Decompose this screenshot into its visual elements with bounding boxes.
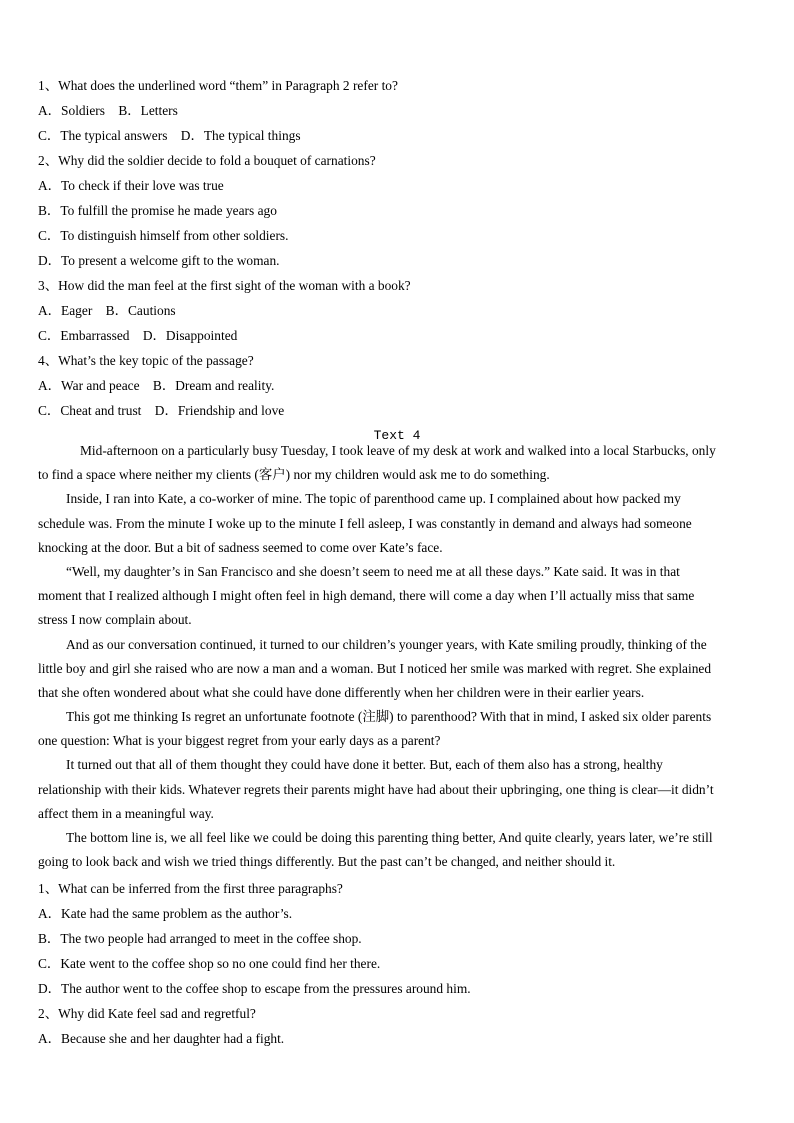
answer-options: C．The typical answers D．The typical things: [38, 127, 301, 143]
paragraph-line: knocking at the door. But a bit of sadness seemed to come over Kate’s face.: [38, 539, 443, 555]
paragraph-line: stress I now complain about.: [38, 612, 192, 628]
paragraph-line: little boy and girl she raised who are now a man and a woman. But I noticed her smile was marked with regret. She explained: [38, 660, 712, 676]
question-stem: 1、What does the underlined word “them” in Paragraph 2 refer to?: [38, 77, 398, 93]
question-stem: 2、Why did Kate feel sad and regretful?: [38, 1005, 256, 1021]
answer-options: C．Embarrassed D．Disappointed: [38, 327, 238, 343]
answer-option: A．Because she and her daughter had a fight.: [38, 1030, 285, 1046]
paragraph-line: Mid-afternoon on a particularly busy Tuesday, I took leave of my desk at work and walked into a local Starbucks, only: [80, 443, 716, 458]
answer-options: A．War and peace B．Dream and reality.: [38, 377, 275, 393]
paragraph-line: This got me thinking Is regret an unfortunate footnote (注脚) to parenthood? With that in mind, I asked six older parents: [66, 709, 712, 725]
question-stem: 4、What’s the key topic of the passage?: [38, 352, 254, 368]
paragraph-line: one question: What is your biggest regret from your early days as a parent?: [38, 733, 441, 749]
questions-text-3: [38, 73, 758, 423]
answer-options: A．To check if their love was true: [38, 177, 224, 193]
paragraph-line: that she often wondered about what she could have done differently when her children were in their earlier years.: [38, 684, 645, 700]
question-stem: 3、How did the man feel at the first sight of the woman with a book?: [38, 277, 411, 293]
answer-options: D．To present a welcome gift to the woman.: [38, 252, 280, 268]
paragraph-line: relationship with their kids. Whatever regrets their parents might have had about their upbringing, one thing is clear—it didn’t: [38, 781, 714, 797]
paragraph-line: to find a space where neither my clients (客户) nor my children would ask me to do something.: [38, 467, 550, 483]
answer-option: D．The author went to the coffee shop to escape from the pressures around him.: [38, 980, 471, 996]
answer-options: B．To fulfill the promise he made years ago: [38, 202, 277, 218]
paragraph-line: going to look back and wish we tried things differently. But the past can’t be changed, and neither should it.: [38, 854, 616, 870]
passage-title: Text 4: [373, 428, 421, 443]
paragraph-line: Inside, I ran into Kate, a co-worker of mine. The topic of parenthood came up. I complained about how packed my: [66, 491, 681, 507]
paragraph-line: moment that I realized although I might often feel in high demand, there will come a day when I’ll actually miss that same: [38, 588, 695, 604]
paragraph-line: “Well, my daughter’s in San Francisco and she doesn’t seem to need me at all these days.” Kate said. It was in that: [66, 563, 680, 579]
question-stem: 2、Why did the soldier decide to fold a bouquet of carnations?: [38, 152, 376, 168]
question-stem: 1、What can be inferred from the first three paragraphs?: [38, 880, 343, 896]
answer-option: C．Kate went to the coffee shop so no one could find her there.: [38, 955, 381, 971]
answer-options: C．To distinguish himself from other soldiers.: [38, 227, 289, 243]
passage-text-4: [38, 439, 758, 874]
paragraph-line: And as our conversation continued, it turned to our children’s younger years, with Kate smiling proudly, thinking of the: [66, 636, 707, 652]
answer-options: C．Cheat and trust D．Friendship and love: [38, 402, 285, 418]
answer-option: A．Kate had the same problem as the author’s.: [38, 905, 293, 921]
paragraph-line: affect them in a meaningful way.: [38, 805, 214, 821]
paragraph-line: It turned out that all of them thought they could have done it better. But, each of them also has a strong, healthy: [66, 757, 663, 773]
paragraph-line: The bottom line is, we all feel like we could be doing this parenting thing better, And quite clearly, years later, we’re still: [66, 830, 713, 845]
questions-text-4: [38, 876, 758, 1051]
answer-option: B．The two people had arranged to meet in the coffee shop.: [38, 930, 362, 946]
answer-options: A．Soldiers B．Letters: [38, 102, 178, 118]
answer-options: A．Eager B．Cautions: [38, 302, 176, 318]
paragraph-line: schedule was. From the minute I woke up to the minute I fell asleep, I was constantly in demand and always had someone: [38, 515, 692, 531]
